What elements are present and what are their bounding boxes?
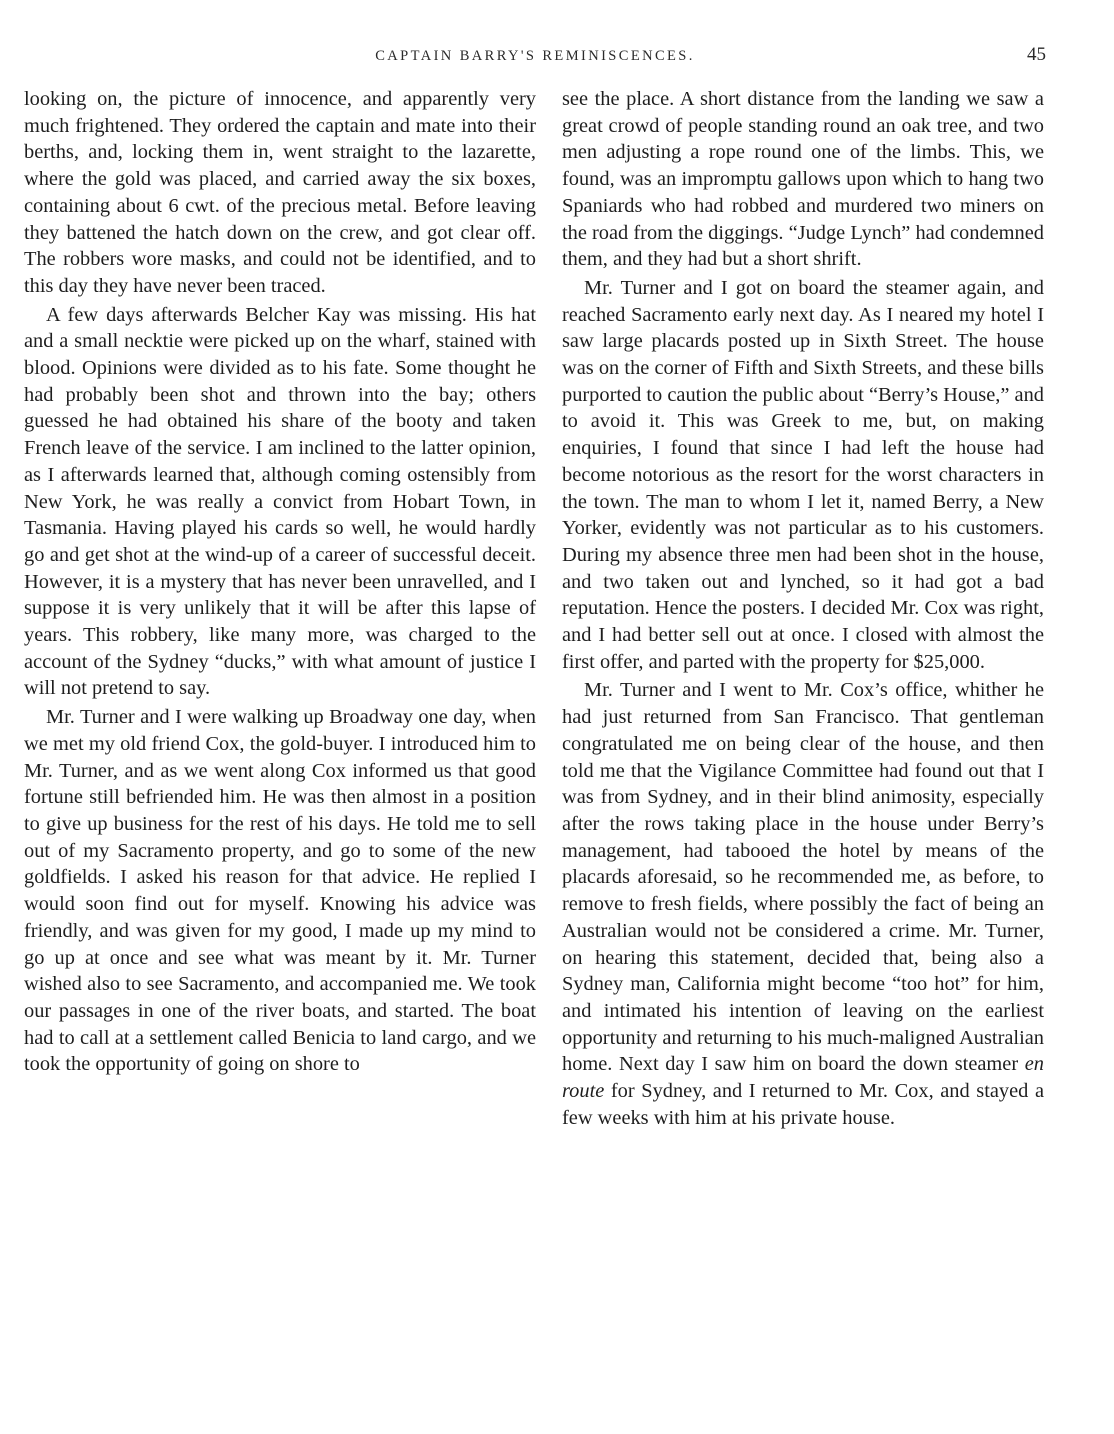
paragraph-continued: looking on, the picture of innocence, and apparently very much frightened. They ordered the captain and mate into their berths, and, locking them in, went straight to the lazarette, where the gold was placed, and carried away the six boxes, containing about 6 cwt. of the precious metal. Before leaving they battened the hatch down on the crew, and got clear off. The robbers wore masks, and could not be identified, and to this day they have never been traced.	[24, 88, 536, 297]
page-number: 45	[1027, 44, 1046, 65]
italic-phrase: en route	[562, 1053, 1044, 1103]
left-column	[24, 86, 536, 1078]
paragraph-text: Mr. Turner and I went to Mr. Cox’s office, whither he had just returned from San Francisco. That gentleman congratulated me on being clear of the house, and then told me that the Vigilance Committee had found out that I was from Sydney, and in their blind animosity, especially after the rows taking place in the house under Berry’s management, had tabooed the hotel by means of the placards aforesaid, so he recommended me, as before, to remove to fresh fields, where possibly the fact of being an Australian would not be considered a crime. Mr. Turner, on hearing this statement, decided that, being also a Sydney man, California might become “too hot” for him, and intimated his intention of leaving on the earliest opportunity and returning to his much-maligned Australian home. Next day I saw him on board the down steamer	[562, 679, 1044, 1076]
paragraph-sacramento: Mr. Turner and I got on board the steamer again, and reached Sacramento early next day. As I neared my hotel I saw large placards posted up in Sixth Street. The house was on the corner of Fifth and Sixth Streets, and these bills purported to caution the public about “Berry’s House,” and to avoid it. This was Greek to me, but, on making enquiries, I found that since I had left the house had become notorious as the resort for the worst characters in the town. The man to whom I let it, named Berry, a New Yorker, evidently was not particular as to his customers. During my absence three men had been shot in the house, and two taken out and lynched, so it had got a bad reputation. Hence the posters. I decided Mr. Cox was right, and I had better sell out at once. I closed with almost the first offer, and parted with the property for $25,000.	[562, 276, 1044, 673]
paragraph-broadway: Mr. Turner and I were walking up Broadway one day, when we met my old friend Cox, the gold-buyer. I introduced him to Mr. Turner, and as we went along Cox informed us that good fortune still befriended him. He was then almost in a position to give up business for the rest of his days. He told me to sell out of my Sacramento property, and go to some of the new goldfields. I asked his reason for that advice. He replied I would soon find out for myself. Knowing his advice was friendly, and was given for my good, I made up my mind to go up at once and see what was meant by it. Mr. Turner wished also to see Sacramento, and accompanied me. We took our passages in one of the river boats, and started. The boat had to call at a settlement called Benicia to land cargo, and we took the opportunity of going on shore to	[24, 706, 536, 1076]
right-column	[562, 86, 1044, 1131]
paragraph-benicia: see the place. A short distance from the landing we saw a great crowd of people standing round an oak tree, and two men adjusting a rope round one of the limbs. This, we found, was an impromptu gallows upon which to hang two Spaniards who had robbed and murdered two miners on the road from the diggings. “Judge Lynch” had condemned them, and they had but a short shrift.	[562, 88, 1044, 271]
running-head	[24, 44, 1046, 70]
paragraph-belcher-kay: A few days afterwards Belcher Kay was missing. His hat and a small necktie were picked up on the wharf, stained with blood. Opinions were divided as to his fate. Some thought he had probably been shot and thrown into the bay; others guessed he had obtained his share of the booty and taken French leave of the service. I am inclined to the latter opinion, as I afterwards learned that, although coming ostensibly from New York, he was really a convict from Hobart Town, in Tasmania. Having played his cards so well, he would hardly go and get shot at the wind-up of a career of successful deceit. However, it is a mystery that has never been unravelled, and I suppose it is very unlikely that it will be after this lapse of years. This robbery, like many more, was charged to the account of the Sydney “ducks,” with what amount of justice I will not pretend to say.	[24, 303, 536, 700]
paragraph-cox-office	[562, 677, 1044, 1131]
running-title: CAPTAIN BARRY'S REMINISCENCES.	[375, 48, 695, 64]
paragraph-text: for Sydney, and I returned to Mr. Cox, and stayed a few weeks with him at his private house.	[562, 1080, 1044, 1129]
